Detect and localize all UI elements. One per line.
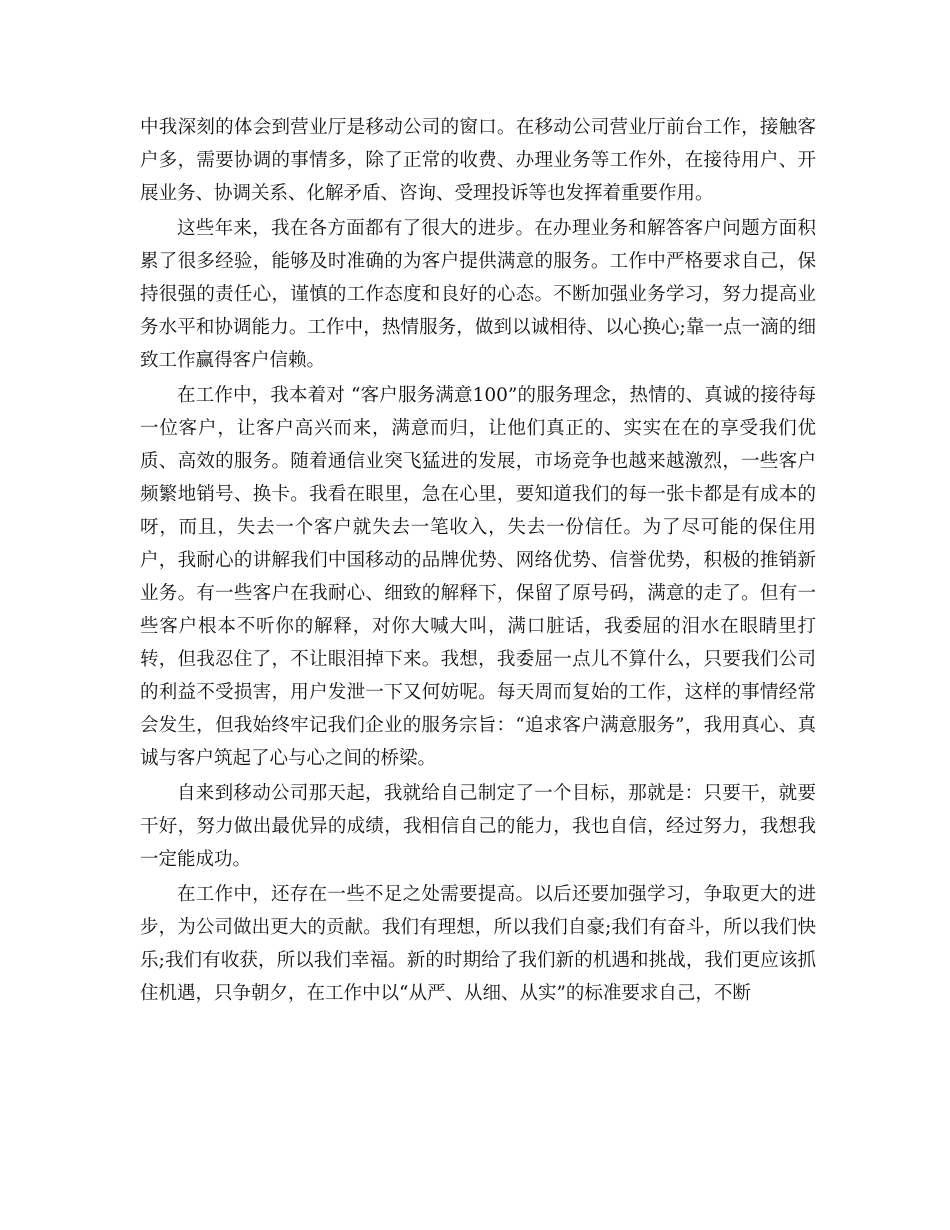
paragraph-3: 在工作中，我本着对 “客户服务满意100”的服务理念，热情的、真诚的接待每一位客户，让客户高兴而来，满意而归，让他们真正的、实实在在的享受我们优质、高效的服务。随着通信业突飞猛进的发展，市场竞争也越来越激烈，一些客户频繁地销号、换卡。我看在眼里，急在心里，要知道我们的每一张卡都是有成本的呀，而且，失去一个客户就失去一笔收入，失去一份信任。为了尽可能的保住用户，我耐心的讲解我们中国移动的品牌优势、网络优势、信誉优势，积极的推销新业务。有一些客户在我耐心、细致的解释下，保留了原号码，满意的走了。但有一些客户根本不听你的解释，对你大喊大叫，满口脏话，我委屈的泪水在眼睛里打转，但我忍住了，不让眼泪掉下来。我想，我委屈一点儿不算什么，只要我们公司的利益不受损害，用户发泄一下又何妨呢。每天周而复始的工作，这样的事情经常会发生，但我始终牢记我们企业的服务宗旨：“追求客户满意服务”，我用真心、真诚与客户筑起了心与心之间的桥梁。 bbox=[140, 385, 816, 769]
paragraph-1: 中我深刻的体会到营业厅是移动公司的窗口。在移动公司营业厅前台工作，接触客户多，需要协调的事情多，除了正常的收费、办理业务等工作外，在接待用户、开展业务、协调关系、化解矛盾、咨询、受理投诉等也发挥着重要作用。 bbox=[140, 117, 816, 204]
document-body bbox=[140, 111, 816, 1012]
paragraph-5: 在工作中，还存在一些不足之处需要提高。以后还要加强学习，争取更大的进步，为公司做出更大的贡献。我们有理想，所以我们自豪;我们有奋斗，所以我们快乐;我们有收获，所以我们幸福。新的时期给了我们新的机遇和挑战，我们更应该抓住机遇，只争朝夕，在工作中以“从严、从细、从实”的标准要求自己，不断 bbox=[140, 884, 816, 1004]
paragraph-4: 自来到移动公司那天起，我就给自己制定了一个目标，那就是：只要干，就要干好，努力做出最优异的成绩，我相信自己的能力，我也自信，经过努力，我想我一定能成功。 bbox=[140, 783, 816, 870]
paragraph-2: 这些年来，我在各方面都有了很大的进步。在办理业务和解答客户问题方面积累了很多经验，能够及时准确的为客户提供满意的服务。工作中严格要求自己，保持很强的责任心，谨慎的工作态度和良好的心态。不断加强业务学习，努力提高业务水平和协调能力。工作中，热情服务，做到以诚相待、以心换心;靠一点一滴的细致工作赢得客户信赖。 bbox=[140, 218, 816, 371]
